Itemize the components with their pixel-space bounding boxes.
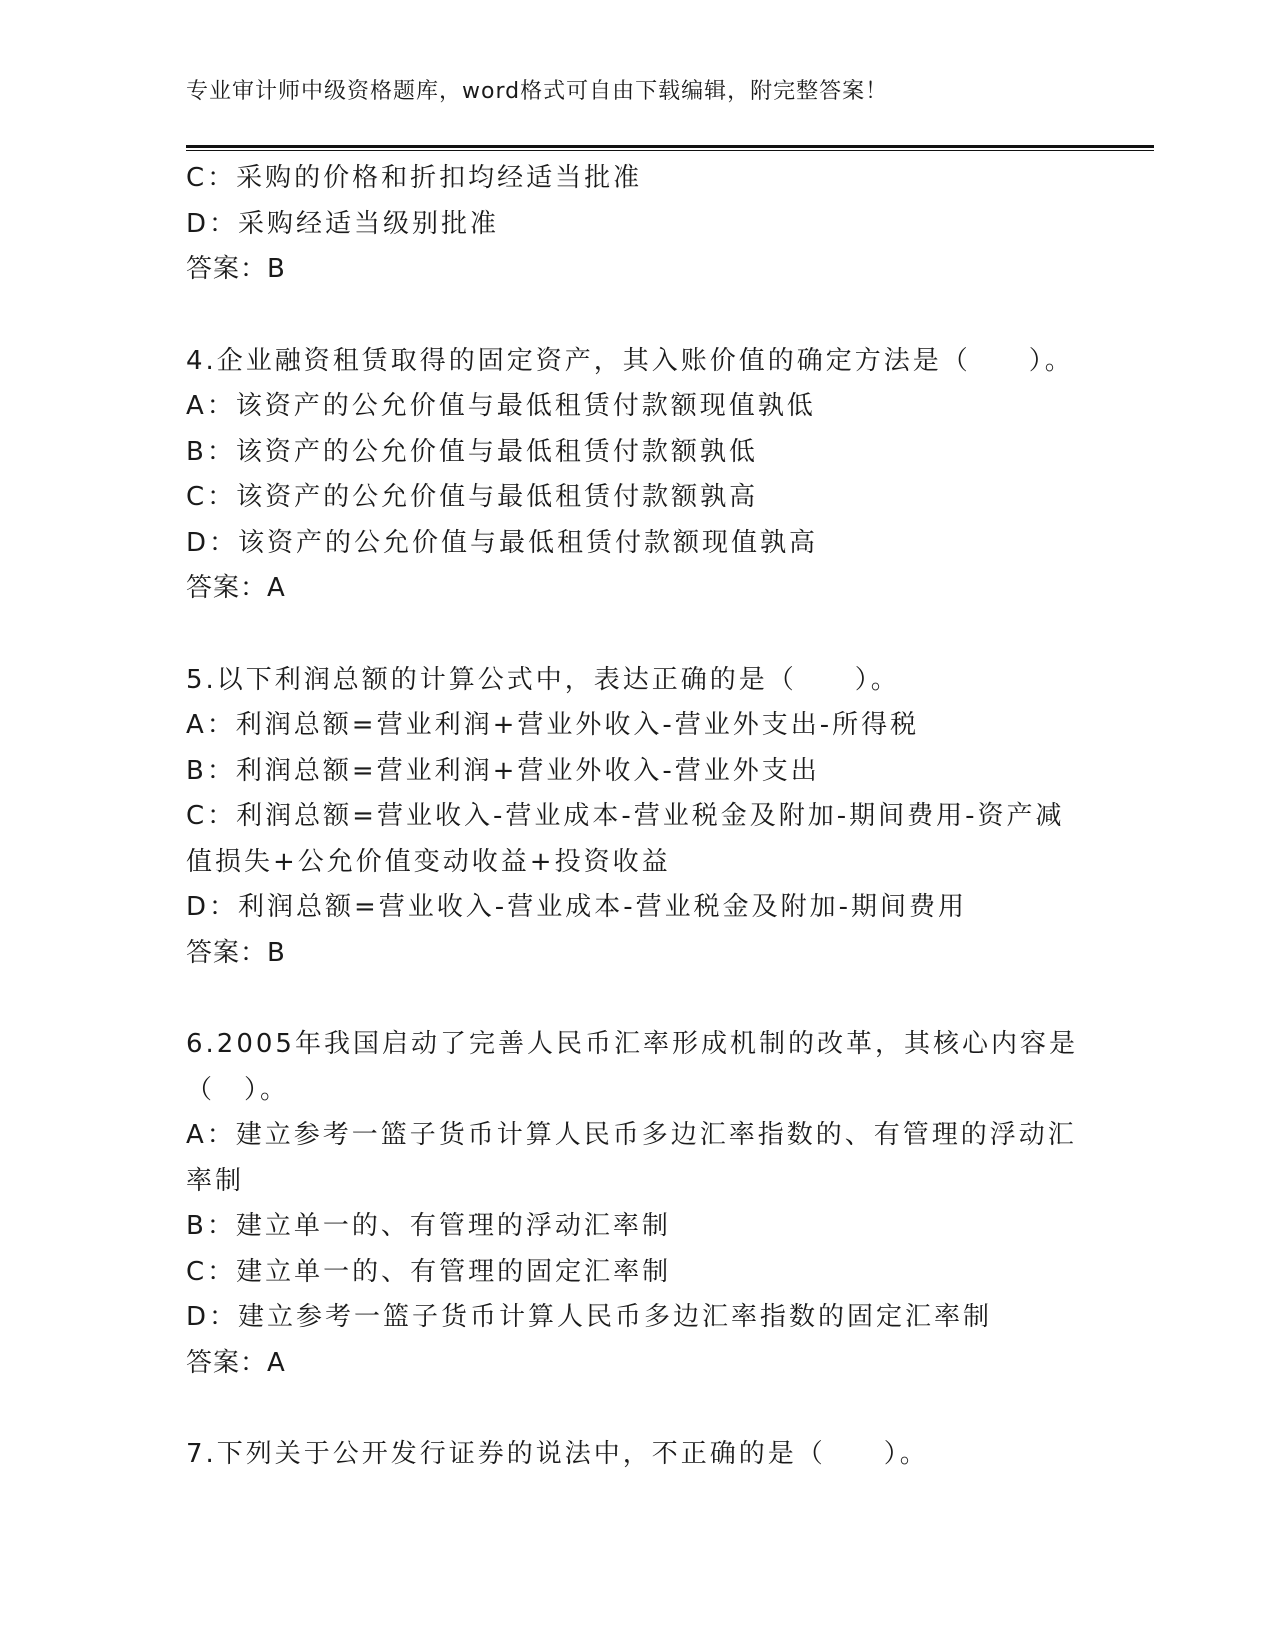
answer: 答案：B [186,254,286,284]
option-d: D：利润总额=营业收入-营业成本-营业税金及附加-期间费用 [186,892,967,922]
header-rule-thick [186,145,1154,148]
question-6 [186,1022,1086,1386]
question-content [186,156,1086,1478]
option-a: A：该资产的公允价值与最低租赁付款额现值孰低 [186,391,816,421]
option-b: B：该资产的公允价值与最低租赁付款额孰低 [186,436,758,467]
option-d: D：采购经适当级别批准 [186,208,500,239]
question-3-tail [186,156,1086,293]
option-b: B：利润总额=营业利润+营业外收入-营业外支出 [186,755,820,786]
answer: 答案：A [186,1347,286,1378]
question-stem: 7.下列关于公开发行证券的说法中，不正确的是（ ）。 [186,1439,929,1469]
question-stem: 4.企业融资租赁取得的固定资产，其入账价值的确定方法是（ ）。 [186,345,1074,376]
question-4 [186,339,1086,612]
question-stem: 6.2005年我国启动了完善人民币汇率形成机制的改革，其核心内容是 [186,1029,1078,1059]
option-d: D：该资产的公允价值与最低租赁付款额现值孰高 [186,527,819,558]
header-rule-thin [186,150,1154,151]
answer: 答案：B [186,937,286,968]
option-c: C：采购的价格和折扣均经适当批准 [186,163,643,193]
answer: 答案：A [186,573,286,603]
question-5 [186,658,1086,977]
option-a-continued: 率制 [186,1165,245,1196]
option-c: C：建立单一的、有管理的固定汇率制 [186,1256,672,1287]
option-b: B：建立单一的、有管理的浮动汇率制 [186,1211,671,1241]
question-7 [186,1432,1086,1478]
option-c-continued: 值损失+公允价值变动收益+投资收益 [186,846,671,877]
page-header: 专业审计师中级资格题库，word格式可自由下载编辑，附完整答案！ [186,79,889,104]
option-a: A：利润总额=营业利润+营业外收入-营业外支出-所得税 [186,710,920,740]
question-stem-continued: （ ）。 [186,1074,290,1105]
option-d: D：建立参考一篮子货币计算人民币多边汇率指数的固定汇率制 [186,1302,993,1332]
option-c: C：利润总额=营业收入-营业成本-营业税金及附加-期间费用-资产减 [186,801,1065,831]
option-c: C：该资产的公允价值与最低租赁付款额孰高 [186,482,759,512]
option-a: A：建立参考一篮子货币计算人民币多边汇率指数的、有管理的浮动汇 [186,1120,1077,1150]
question-stem: 5.以下利润总额的计算公式中，表达正确的是（ ）。 [186,664,900,695]
